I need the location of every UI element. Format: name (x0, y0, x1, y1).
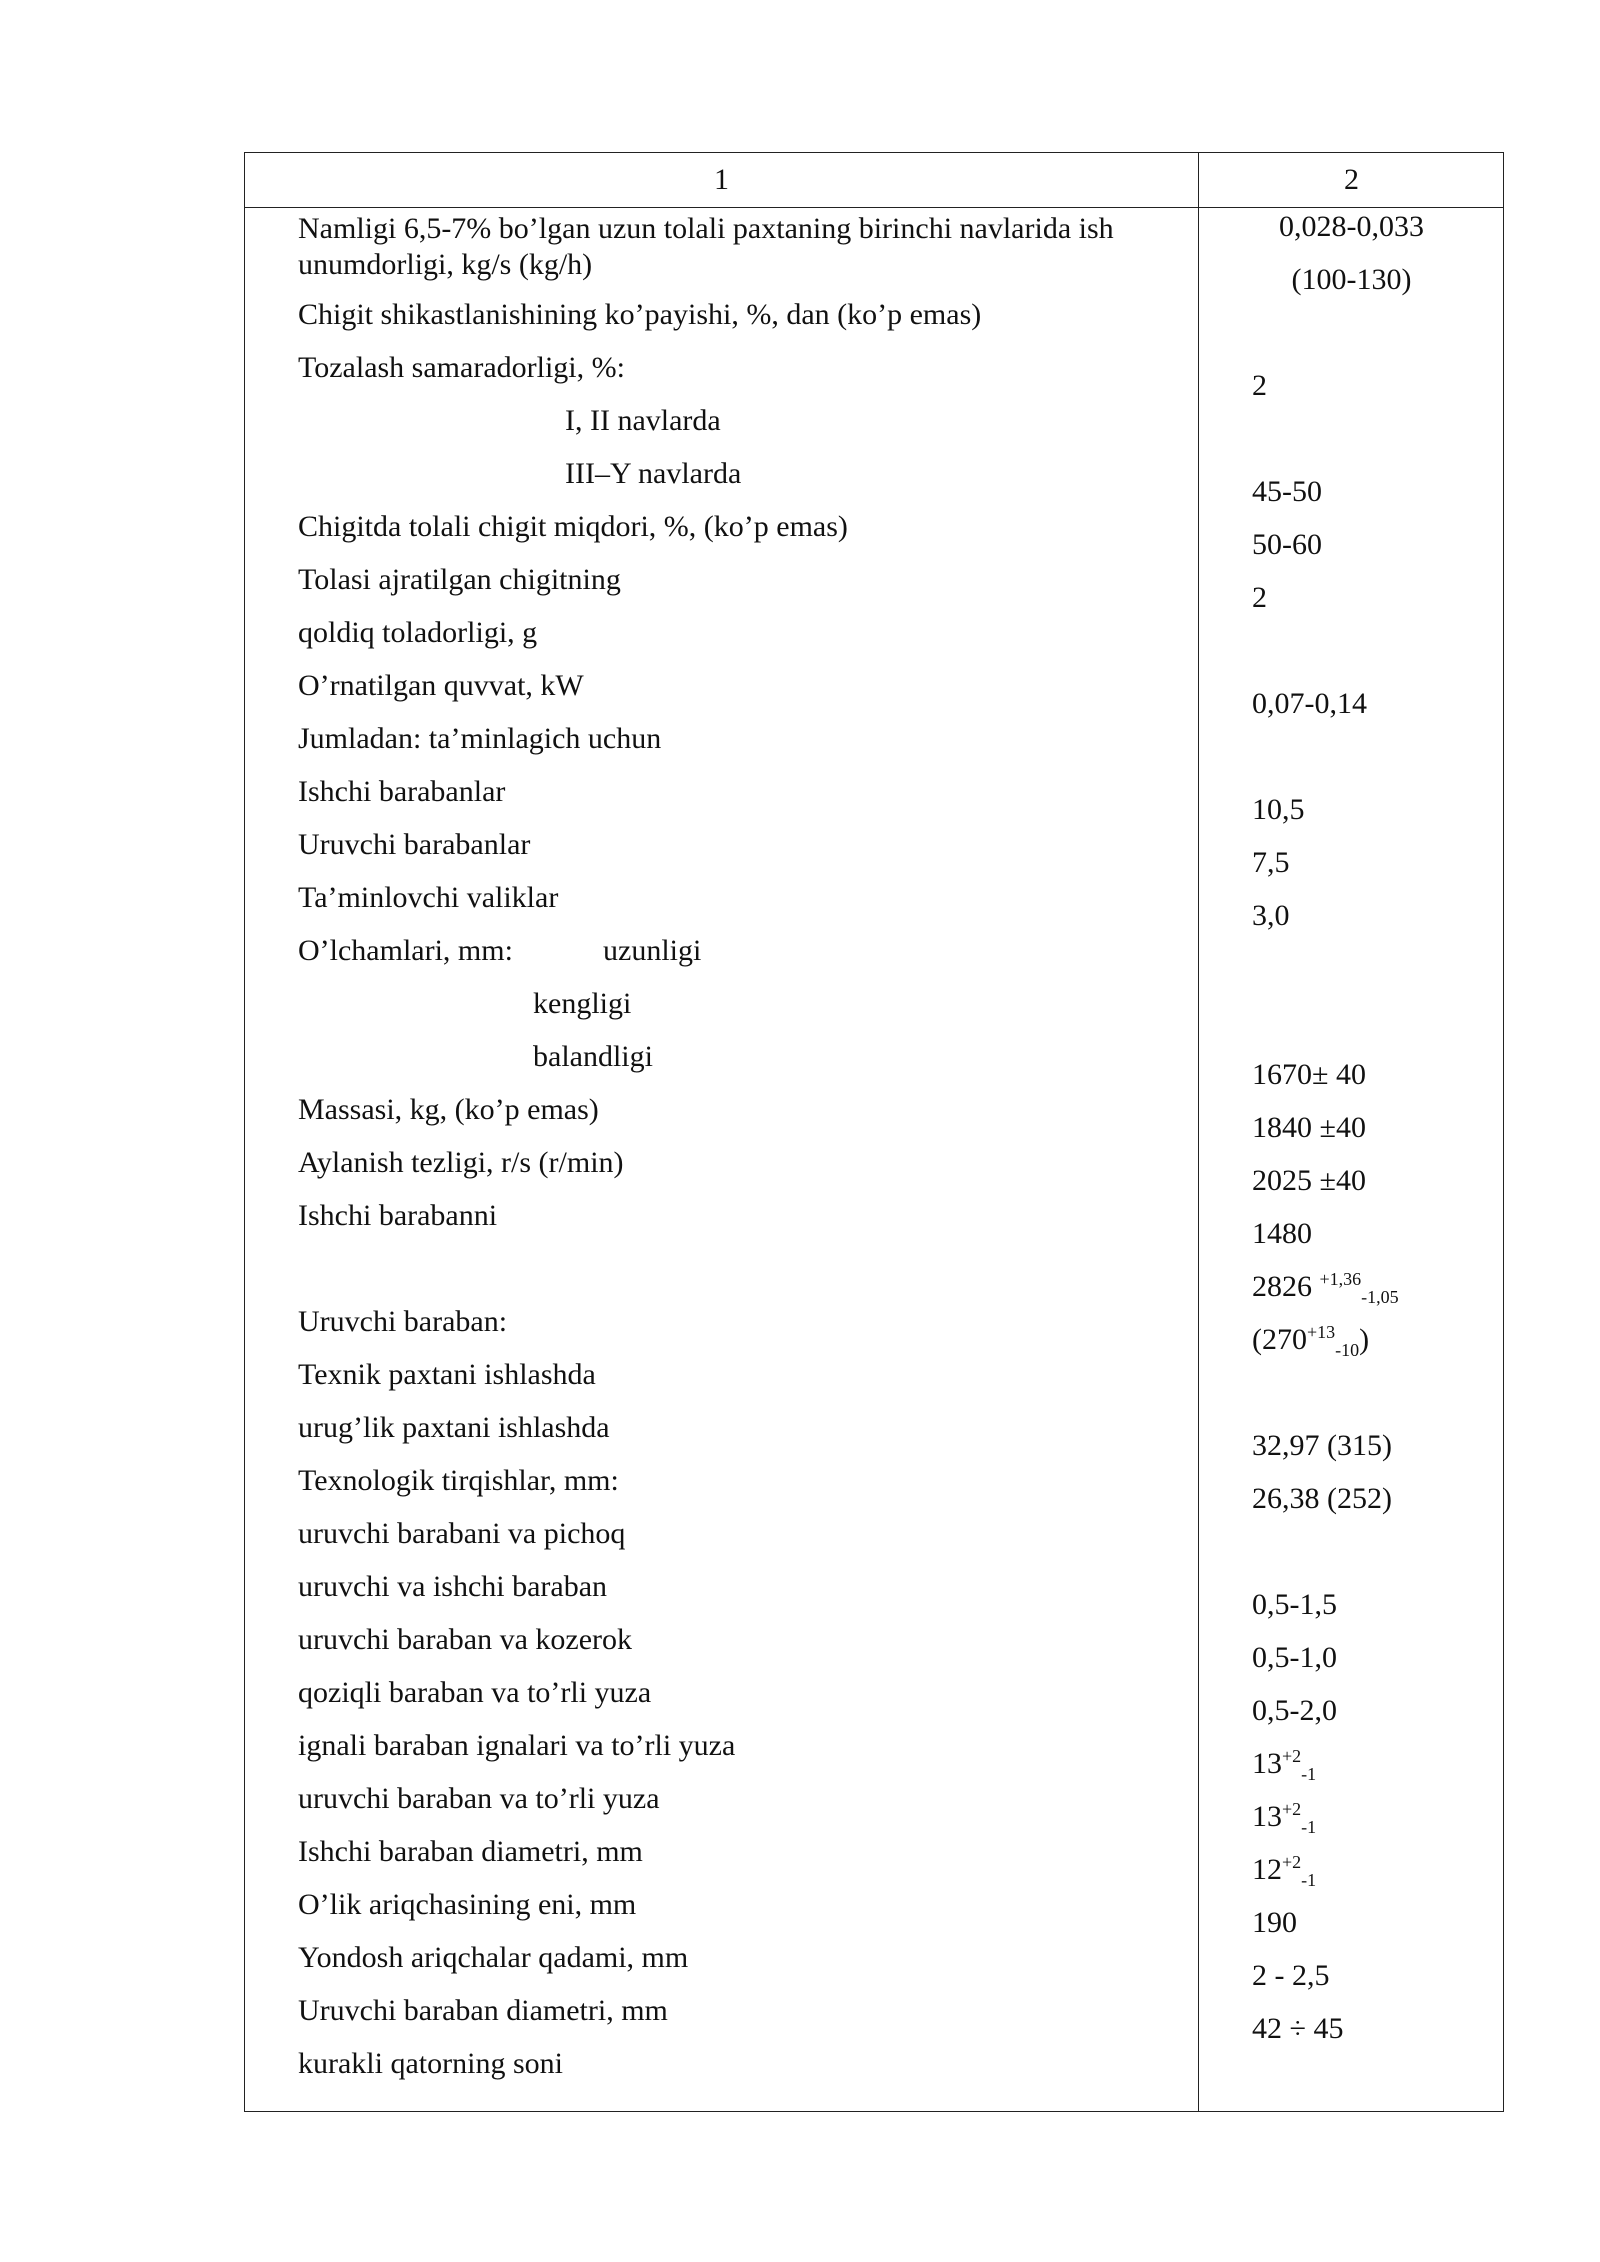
param-grade-1-2: I, II navlarda (565, 404, 721, 437)
param-height: balandligi (533, 1040, 653, 1073)
value-productivity: 0,028-0,033 (1279, 210, 1424, 243)
value-gap-needle-mesh-base: 13 (1252, 1747, 1282, 1780)
value-rotation-rpm-upper-tolerance: +13 (1307, 1322, 1336, 1342)
param-adjacent-groove-pitch: Yondosh ariqchalar qadami, mm (298, 1941, 689, 1974)
param-beater-drum-diameter: Uruvchi baraban diametri, mm (298, 1994, 668, 2027)
param-length: uzunligi (603, 934, 702, 967)
value-gap-needle-mesh-lower: -1 (1301, 1764, 1317, 1784)
param-dead-groove-width: O’lik ariqchasining eni, mm (298, 1888, 637, 1921)
value-beater-drums: 7,5 (1252, 846, 1290, 879)
value-gap-pegged-mesh: 0,5-2,0 (1252, 1694, 1337, 1727)
value-height: 2025 ±40 (1252, 1164, 1366, 1197)
value-seed-cotton: 26,38 (252) (1252, 1482, 1392, 1515)
param-rotation: Aylanish tezligi, r/s (r/min) (298, 1146, 624, 1179)
value-gap-beater-mesh-base: 13 (1252, 1800, 1282, 1833)
value-gap-needle-mesh (1252, 1745, 1316, 1783)
value-seed-damage: 2 (1252, 369, 1267, 402)
value-work-drum-diameter (1252, 1851, 1316, 1889)
value-technical-cotton: 32,97 (315) (1252, 1429, 1392, 1462)
param-dimensions: O’lchamlari, mm: (298, 934, 513, 967)
param-width: kengligi (533, 987, 632, 1020)
column-divider (1198, 153, 1199, 2111)
param-gap-knife: uruvchi barabani va pichoq (298, 1517, 626, 1550)
value-adjacent-groove-pitch: 2 - 2,5 (1252, 1959, 1330, 1992)
value-gap-needle-mesh-upper: +2 (1282, 1746, 1302, 1766)
value-dead-groove-width: 190 (1252, 1906, 1297, 1939)
value-residual-lint: 0,07-0,14 (1252, 687, 1367, 720)
value-rotation-rpm-lower-tolerance: -10 (1335, 1340, 1360, 1360)
param-beater-drum: Uruvchi baraban: (298, 1305, 508, 1338)
value-grade-3-5: 50-60 (1252, 528, 1322, 561)
value-width: 1840 ±40 (1252, 1111, 1366, 1144)
param-fuzzy-seed: Chigitda tolali chigit miqdori, %, (ko’p emas) (298, 510, 848, 543)
value-gap-visor: 0,5-1,0 (1252, 1641, 1337, 1674)
value-rotation-upper-tolerance: +1,36 (1319, 1269, 1362, 1289)
param-productivity: Namligi 6,5-7% bo’lgan uzun tolali paxtaning birinchi navlarida ish unumdorligi, kg/s (kg/h) (298, 212, 1114, 281)
value-feed-rollers: 3,0 (1252, 899, 1290, 932)
param-gap-pegged-mesh: qoziqli baraban va to’rli yuza (298, 1676, 652, 1709)
param-seed-damage: Chigit shikastlanishining ko’payishi, %, dan (ko’p emas) (298, 298, 982, 331)
value-gap-beater-mesh-lower: -1 (1301, 1817, 1317, 1837)
value-work-drums: 10,5 (1252, 793, 1305, 826)
value-fuzzy-seed: 2 (1252, 581, 1267, 614)
param-installed-power: O’rnatilgan quvvat, kW (298, 669, 584, 702)
header-col-1: 1 (714, 163, 729, 196)
param-seed-cotton: urug’lik paxtani ishlashda (298, 1411, 610, 1444)
value-productivity-kgh: (100-130) (1291, 263, 1412, 296)
param-cleaning: Tozalash samaradorligi, %: (298, 351, 625, 384)
param-gap-visor: uruvchi baraban va kozerok (298, 1623, 633, 1656)
spec-table (244, 152, 1504, 2112)
param-grade-3-5: III–Y navlarda (565, 457, 742, 490)
param-work-drums: Ishchi barabanlar (298, 775, 506, 808)
value-rotation-base: 2826 (1252, 1270, 1312, 1303)
param-feed-rollers: Ta’minlovchi valiklar (298, 881, 559, 914)
param-gap-beater-mesh: uruvchi baraban va to’rli yuza (298, 1782, 660, 1815)
value-gap-beater-mesh (1252, 1798, 1316, 1836)
param-beater-drums: Uruvchi barabanlar (298, 828, 531, 861)
param-feeder: Jumladan: ta’minlagich uchun (298, 722, 662, 755)
value-gap-beater-mesh-upper: +2 (1282, 1799, 1302, 1819)
param-technical-cotton: Texnik paxtani ishlashda (298, 1358, 596, 1391)
value-rotation (1252, 1268, 1399, 1306)
value-rotation-rpm (1252, 1321, 1369, 1359)
value-beater-drum-diameter: 42 ÷ 45 (1252, 2012, 1344, 2045)
param-mass: Massasi, kg, (ko’p emas) (298, 1093, 599, 1126)
param-residual-lint: qoldiq toladorligi, g (298, 616, 538, 649)
value-length: 1670± 40 (1252, 1058, 1366, 1091)
param-gap-needle-mesh: ignali baraban ignalari va to’rli yuza (298, 1729, 736, 1762)
param-gaps: Texnologik tirqishlar, mm: (298, 1464, 619, 1497)
value-rotation-lower-tolerance: -1,05 (1361, 1287, 1399, 1307)
value-gap-beater-work: 0,5-1,5 (1252, 1588, 1337, 1621)
value-rotation-rpm-open: (270 (1252, 1323, 1307, 1356)
value-grade-1-2: 45-50 (1252, 475, 1322, 508)
value-work-drum-diameter-upper: +2 (1282, 1852, 1302, 1872)
value-rotation-rpm-close: ) (1359, 1323, 1370, 1356)
param-blade-rows: kurakli qatorning soni (298, 2047, 563, 2080)
value-work-drum-diameter-lower: -1 (1301, 1870, 1317, 1890)
param-work-drum-diameter: Ishchi baraban diametri, mm (298, 1835, 643, 1868)
value-work-drum-diameter-base: 12 (1252, 1853, 1282, 1886)
param-work-drum: Ishchi barabanni (298, 1199, 498, 1232)
value-mass: 1480 (1252, 1217, 1312, 1250)
param-ginned-seed: Tolasi ajratilgan chigitning (298, 563, 621, 596)
header-col-2: 2 (1344, 163, 1359, 196)
param-gap-beater-work: uruvchi va ishchi baraban (298, 1570, 608, 1603)
